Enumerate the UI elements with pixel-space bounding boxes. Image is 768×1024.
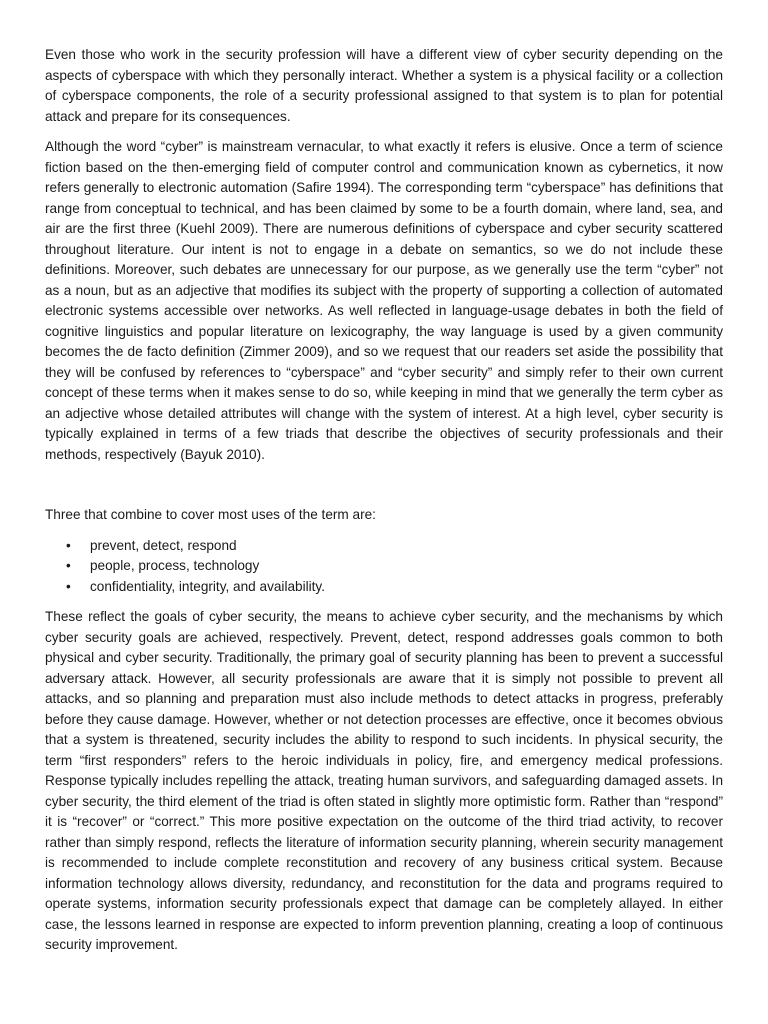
paragraph-3: These reflect the goals of cyber security, the means to achieve cyber security, and the mechanisms by which cyber security goals are achieved, respectively. Prevent, detect, respond addresses goals common to both physical and cyber security. Traditionally, the primary goal of security planning has been to prevent a successful adversary attack. However, all security professionals are aware that it is simply not possible to prevent all attacks, and so planning and preparation must also include methods to detect attacks in progress, preferably before they cause damage. However, whether or not detection processes are effective, once it becomes obvious that a system is threatened, security includes the ability to respond to such incidents. In physical security, the term “first responders” refers to the heroic individuals in policy, fire, and emergency medical professions. Response typically includes repelling the attack, treating human survivors, and safeguarding damaged assets. In cyber security, the third element of the triad is often stated in slightly more optimistic form. Rather than “respond” it is “recover” or “correct.” This more positive expectation on the outcome of the third triad activity, to recover rather than simply respond, reflects the literature of information security planning, wherein security management is recommended to include complete reconstitution and recovery of any business critical system. Because information technology allows diversity, redundancy, and reconstitution for the data and programs required to operate systems, information security professionals expect that damage can be completely allayed. In either case, the lessons learned in response are expected to inform prevention planning, creating a loop of continuous security improvement. bbox=[45, 609, 723, 952]
bullet-icon: • bbox=[66, 558, 71, 573]
triad-list bbox=[45, 536, 723, 598]
list-intro: Three that combine to cover most uses of the term are: bbox=[45, 507, 376, 522]
bullet-icon: • bbox=[66, 578, 71, 594]
list-item-text: people, process, technology bbox=[90, 558, 260, 573]
list-item bbox=[45, 536, 723, 557]
list-item-text: confidentiality, integrity, and availability. bbox=[90, 578, 325, 594]
list-item-text: prevent, detect, respond bbox=[90, 537, 237, 553]
list-item bbox=[45, 577, 723, 598]
document-page bbox=[45, 45, 723, 966]
list-item bbox=[45, 556, 723, 577]
paragraph-1: Even those who work in the security profession will have a different view of cyber security depending on the aspects of cyberspace with which they personally interact. Whether a system is a physical facility or a collection of cyberspace components, the role of a security professional assigned to that system is to plan for potential attack and prepare for its consequences. bbox=[45, 47, 723, 124]
bullet-icon: • bbox=[66, 537, 71, 553]
paragraph-2: Although the word “cyber” is mainstream vernacular, to what exactly it refers is elusive. Once a term of science fiction based on the then-emerging field of computer control and communication known as cybernetics, it now refers generally to electronic automation (Safire 1994). The corresponding term “cyberspace” has definitions that range from conceptual to technical, and has been claimed by some to be a fourth domain, where land, sea, and air are the first three (Kuehl 2009). There are numerous definitions of cyberspace and cyber security scattered throughout literature. Our intent is not to engage in a debate on semantics, so we do not include these definitions. Moreover, such debates are unnecessary for our purpose, as we generally use the term “cyber” not as a noun, but as an adjective that modifies its subject with the property of supporting a collection of automated electronic systems accessible over networks. As well reflected in language-usage debates in both the field of cognitive linguistics and popular literature on lexicography, the way language is used by a given community becomes the de facto definition (Zimmer 2009), and so we request that our readers set aside the possibility that they will be confused by references to “cyberspace” and “cyber security” and simply refer to their own current concept of these terms when it makes sense to do so, while keeping in mind that we generally the term cyber as an adjective whose detailed attributes will change with the system of interest. At a high level, cyber security is typically explained in terms of a few triads that describe the objectives of security professionals and their methods, respectively (Bayuk 2010). bbox=[45, 139, 723, 462]
blank-space bbox=[45, 475, 723, 505]
